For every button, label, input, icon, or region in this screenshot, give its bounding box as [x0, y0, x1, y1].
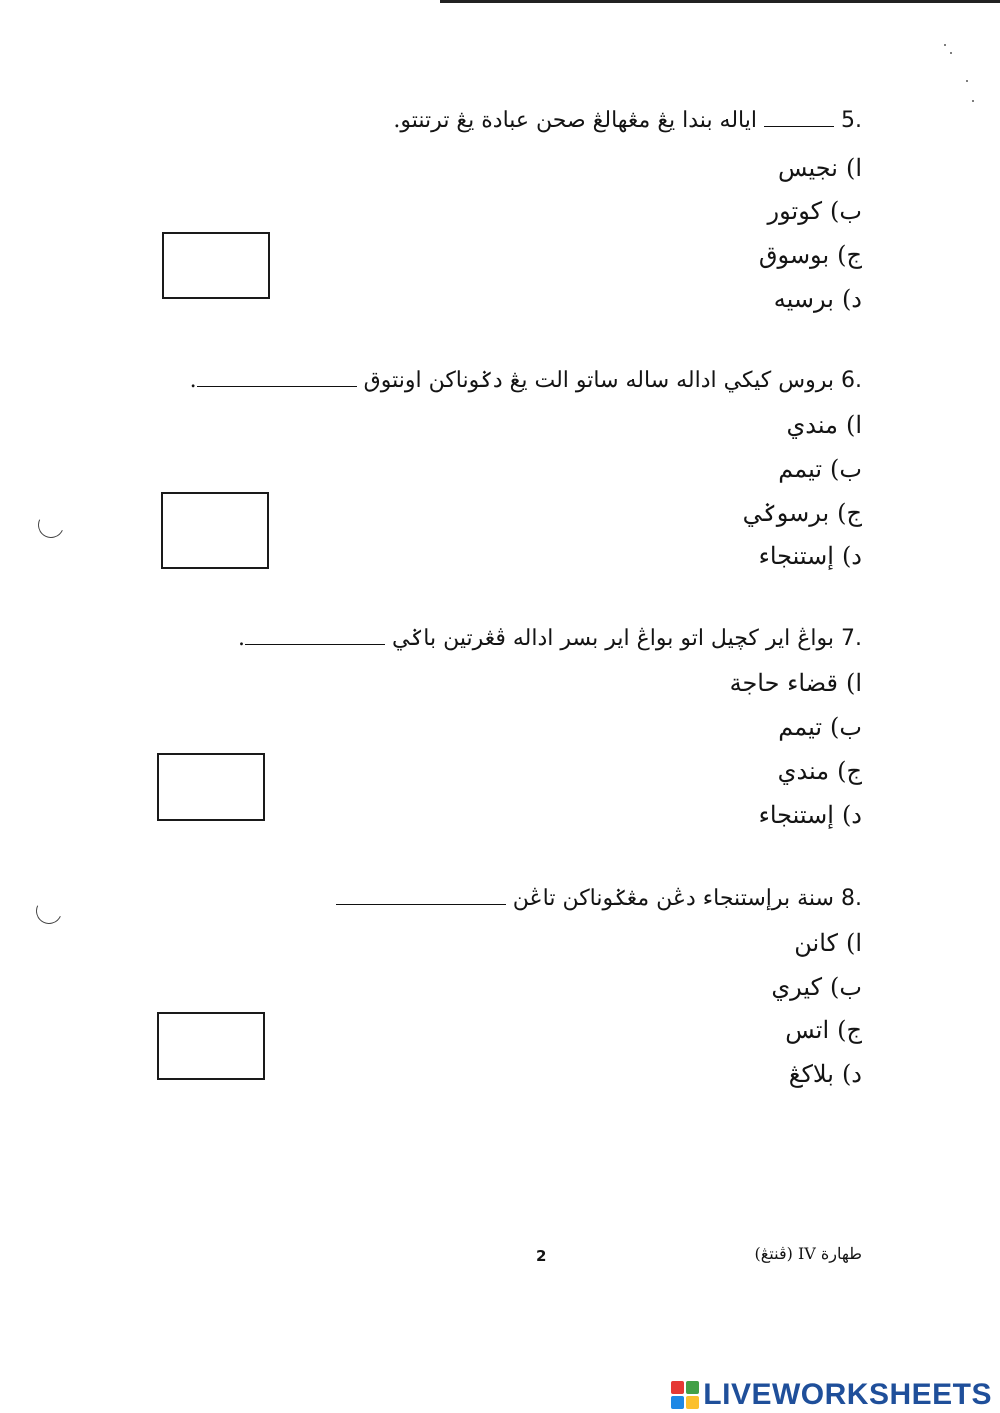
scan-speck [950, 52, 952, 54]
option-text: إستنجاء [758, 542, 834, 570]
question-number: 7. [841, 626, 862, 651]
question-number: 8. [841, 886, 862, 911]
scan-speck [972, 100, 974, 102]
question-stem-after: اياله بندا يڠ مڠهالڠ صحن عبادة يڠ ترتنتو. [393, 108, 757, 133]
question-text [190, 366, 862, 396]
option-c [778, 756, 862, 786]
answer-box-7[interactable] [157, 753, 265, 821]
option-letter: ج) [837, 499, 862, 527]
option-d [759, 800, 862, 830]
option-text: مندي [786, 411, 838, 439]
option-text: تيمم [778, 713, 823, 741]
option-c [759, 240, 862, 270]
question-6 [190, 366, 862, 396]
option-letter: ج) [837, 241, 862, 269]
option-letter: د) [841, 1060, 862, 1088]
question-number: 5. [841, 108, 862, 133]
option-letter: د) [841, 542, 862, 570]
question-number: 6. [841, 368, 862, 393]
option-text: قضاء حاجة [729, 669, 838, 697]
option-b [778, 454, 862, 484]
option-b [771, 972, 862, 1002]
question-stem-before: سنة برإستنجاء دڠن مڠݢوناكن تاڠن [512, 886, 834, 911]
option-text: نجيس [777, 154, 838, 182]
option-text: بلاكڠ [788, 1060, 834, 1088]
answer-blank [336, 886, 506, 905]
option-a [778, 153, 862, 183]
option-b [778, 712, 862, 742]
option-text: برسوݢي [742, 499, 830, 527]
page-number: 2 [536, 1247, 547, 1265]
option-letter: ا) [845, 929, 862, 957]
liveworksheets-logo-icon [671, 1381, 699, 1409]
scan-speck [944, 44, 946, 46]
question-text [393, 106, 862, 136]
footer-title: طهارة IV (ڤنتڠ) [754, 1244, 862, 1263]
option-text: تيمم [778, 455, 823, 483]
option-letter: د) [841, 801, 862, 829]
answer-box-8[interactable] [157, 1012, 265, 1080]
answer-blank [764, 108, 834, 127]
option-letter: ج) [837, 1016, 862, 1044]
option-text: كانن [794, 929, 838, 957]
scan-speck [966, 80, 968, 82]
option-text: كوتور [767, 197, 823, 225]
option-letter: ا) [845, 154, 862, 182]
option-letter: ب) [830, 197, 862, 225]
question-stem-before: بواڠ اير كچيل اتو بواڠ اير بسر اداله ڤڠرتين باݢي [392, 626, 834, 651]
option-a [794, 928, 862, 958]
question-7 [238, 624, 862, 654]
answer-blank [245, 626, 385, 645]
option-letter: د) [841, 285, 862, 313]
option-letter: ج) [837, 757, 862, 785]
option-a [730, 668, 862, 698]
option-d [759, 541, 862, 571]
question-text [238, 624, 862, 654]
option-text: اتس [785, 1016, 830, 1044]
option-text: مندي [777, 757, 830, 785]
option-c [743, 498, 862, 528]
option-c [785, 1015, 862, 1045]
punch-hole-mark [34, 508, 67, 541]
top-border-line [440, 0, 1000, 3]
brand-text: LIVEWORKSHEETS [703, 1378, 992, 1411]
punch-hole-mark [32, 894, 65, 927]
question-text [336, 884, 862, 914]
answer-box-6[interactable] [161, 492, 269, 569]
option-text: كيري [771, 973, 823, 1001]
option-b [768, 196, 862, 226]
question-stem-after: . [189, 368, 197, 393]
option-letter: ب) [830, 973, 862, 1001]
option-letter: ا) [845, 411, 862, 439]
answer-blank [197, 368, 357, 387]
option-text: برسيه [773, 285, 834, 313]
option-d [789, 1059, 862, 1089]
question-stem-after: . [238, 626, 246, 651]
option-a [786, 410, 862, 440]
option-text: إستنجاء [758, 801, 834, 829]
option-d [774, 284, 862, 314]
option-text: بوسوق [758, 241, 830, 269]
question-5 [393, 106, 862, 136]
question-8 [336, 884, 862, 914]
option-letter: ب) [830, 455, 862, 483]
question-stem-before: بروس کيکي اداله ساله ساتو الت يڠ دݢوناكن اونتوق [363, 368, 834, 393]
option-letter: ب) [830, 713, 862, 741]
liveworksheets-watermark [671, 1378, 992, 1412]
option-letter: ا) [845, 669, 862, 697]
answer-box-5[interactable] [162, 232, 270, 299]
